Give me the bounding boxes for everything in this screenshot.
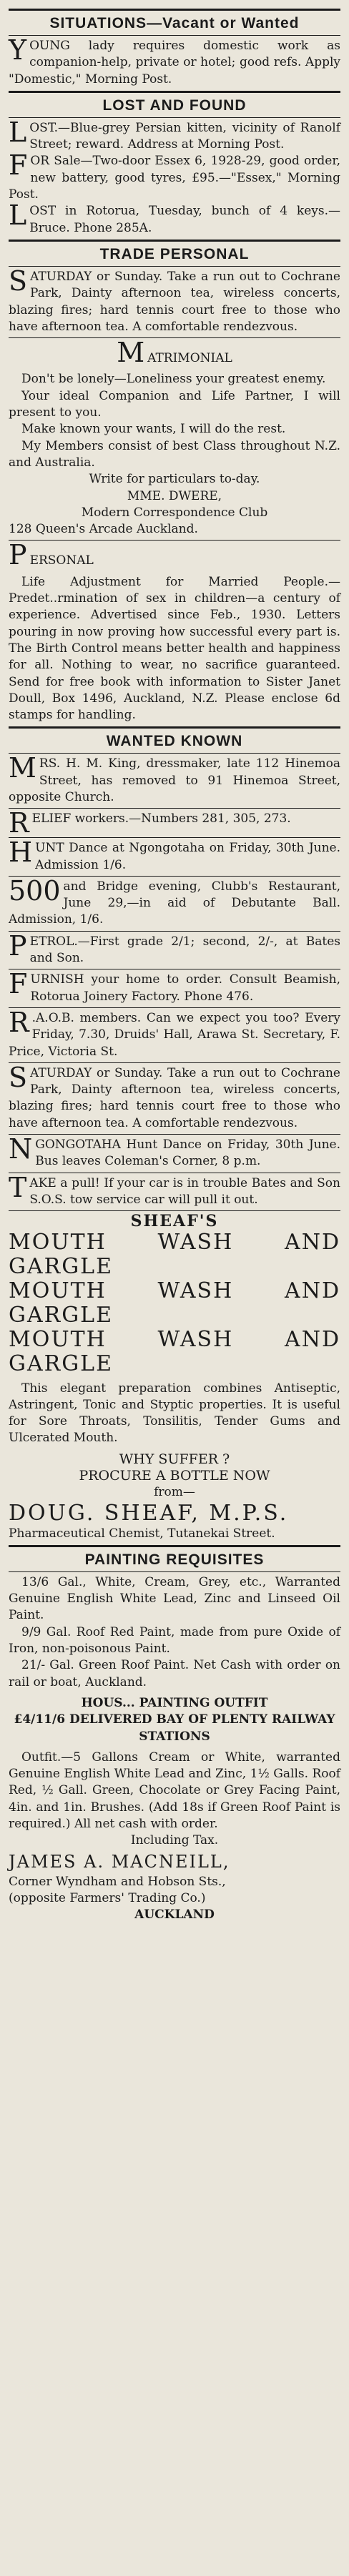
ad-text: OR Sale—Two-door Essex 6, 1928-29, good order, new battery, good tyres, £95.—"Essex," Morning Post. (9, 154, 340, 202)
petrol-ad (9, 929, 340, 967)
cochrane-park-ad-2 (9, 1061, 340, 1132)
ad-text: Life Adjustment for Married People.—Predet..rmination of sex in children—a century of experience. Advertised since Feb., 1930. Letters pouring in now proving how successful every part is. The Birth Control means better health and happiness for all. Nothing to wear, no sacrifice guaranteed. Send for free book with information to Sister Janet Doull, Box 1496, Auckland, N.Z. Please enclose 6d stamps for handling. (9, 574, 340, 723)
ad-text: AKE a pull! If your car is in trouble Bates and Son S.O.S. tow service car will pull it out. (29, 1175, 340, 1207)
section-rule (9, 240, 340, 242)
sheaf-title: SHEAF'S (130, 1212, 219, 1231)
paint-item: 13/6 Gal., White, Cream, Grey, etc., Warranted Genuine English White Lead, Zinc and Linseed Oil Paint. (9, 1574, 340, 1623)
relief-ad (9, 807, 340, 839)
tow-service-ad (9, 1171, 340, 1209)
drop-cap: R (9, 1006, 29, 1038)
lost-kitten-ad (9, 116, 340, 154)
mouth-wash-line: MOUTH WASH AND GARGLE (9, 1278, 340, 1328)
section-rule (9, 726, 340, 729)
drop-cap: M (9, 752, 36, 784)
divider (9, 1571, 340, 1572)
divider (9, 337, 340, 338)
ad-text: OST in Rotorua, Tuesday, bunch of 4 keys.—Bruce. Phone 285A. (29, 204, 340, 235)
ad-text: RS. H. M. King, dressmaker, late 112 Hinemoa Street, has removed to 91 Hinemoa Street, opposite Church. (9, 756, 340, 804)
matrimonial-ad (9, 337, 340, 538)
ad-text: Make known your wants, I will do the rest. (21, 422, 286, 437)
trade-personal-heading: TRADE PERSONAL (99, 245, 250, 262)
dressmaker-ad (9, 752, 340, 806)
outfit-body: Outfit.—5 Gallons Cream or White, warranted Genuine English White Lead and Zinc, 1½ Galls. Roof Red, ½ Gall. Green, Chocolate or Grey Facing Paint, 4in. and 1in. Brushes. (Add 18s if Green Roof Paint is required.) All net cash with order. (9, 1750, 340, 1832)
divider (9, 117, 340, 118)
painting-ad (9, 1574, 340, 1924)
lost-keys-ad (9, 199, 340, 237)
drop-cap: S (9, 1061, 28, 1093)
divider (9, 1210, 340, 1211)
for-sale-ad (9, 149, 340, 203)
drop-cap: S (9, 265, 28, 297)
advertiser-name: MME. DWERE, (127, 488, 222, 503)
matrimonial-title: MATRIMONIAL (117, 337, 232, 369)
furnish-ad (9, 968, 340, 1005)
drop-cap: R (9, 807, 29, 839)
drop-cap: F (9, 149, 28, 182)
section-rule (9, 9, 340, 11)
section-rule (9, 91, 340, 93)
ad-text: Your ideal Companion and Life Partner, I will present to you. (9, 388, 340, 420)
divider (9, 931, 340, 932)
divider (9, 35, 340, 36)
hunt-dance-ad (9, 837, 340, 874)
chemist-name: DOUG. SHEAF, M.P.S. (9, 1500, 289, 1526)
ad-text: and Bridge evening, Clubb's Restaurant, June 29,—in aid of Debutante Ball. Admission, 1/6. (9, 879, 340, 927)
situations-heading: SITUATIONS—Vacant or Wanted (49, 15, 300, 31)
ad-text: ELIEF workers.—Numbers 281, 305, 273. (31, 811, 291, 826)
drop-cap: N (9, 1133, 33, 1165)
ad-text: OST.—Blue-grey Persian kitten, vicinity of Ranolf Street; reward. Address at Morning Post. (29, 120, 340, 152)
address-line: (opposite Farmers' Trading Co.) (9, 1890, 206, 1905)
ad-text: My Members consist of best Class throughout N.Z. and Australia. (9, 438, 340, 470)
ad-text: Write for particulars to-day. (89, 472, 260, 487)
divider (9, 1007, 340, 1008)
preparation-text: This elegant preparation combines Antiseptic, Astringent, Tonic and Styptic properties. It is useful for Sore Throats, Tonsilitis, Tender Gums and Ulcerated Mouth. (9, 1381, 340, 1446)
drop-cap: P (9, 539, 27, 571)
ad-text: URNISH your home to order. Consult Beamish, Rotorua Joinery Factory. Phone 476. (30, 972, 340, 1004)
why-suffer: WHY SUFFER ? (119, 1451, 230, 1467)
procure-bottle: PROCURE A BOTTLE NOW (79, 1468, 270, 1484)
personal-title: PERSONAL (9, 539, 94, 571)
ad-text: ATURDAY or Sunday. Take a run out to Cochrane Park, Dainty afternoon tea, wireless concerts, blazing fires; hard tennis court free to those who have afternoon tea. A comfortable rendezvous. (9, 1065, 340, 1130)
outfit-price: £4/11/6 DELIVERED BAY OF PLENTY RAILWAY STATIONS (14, 1712, 335, 1744)
raob-ad (9, 1006, 340, 1060)
drop-cap: M (117, 337, 145, 369)
divider (9, 266, 340, 267)
mouth-wash-line: MOUTH WASH AND GARGLE (9, 1326, 340, 1376)
ad-text: OUNG lady requires domestic work as companion-help, private or hotel; good refs. Apply "Domestic," Morning Post. (9, 39, 340, 87)
painting-heading: PAINTING REQUISITES (84, 1551, 265, 1568)
drop-cap: H (9, 837, 33, 869)
chemist-address: Pharmaceutical Chemist, Tutanekai Street. (9, 1526, 275, 1541)
ad-text: ATURDAY or Sunday. Take a run out to Cochrane Park, Dainty afternoon tea, wireless concerts, blazing fires; hard tennis court free to those who have afternoon tea. A comfortable rendezvous. (9, 269, 340, 334)
divider (9, 753, 340, 754)
section-rule (9, 1545, 340, 1547)
ad-text: Don't be lonely—Loneliness your greatest enemy. (21, 372, 326, 387)
drop-cap: P (9, 929, 27, 962)
divider (9, 1062, 340, 1063)
advertiser-name: JAMES A. MACNEILL, (9, 1851, 230, 1872)
personal-ad (9, 539, 340, 724)
from-text: from— (154, 1485, 195, 1500)
address-line: Corner Wyndham and Hobson Sts., (9, 1874, 226, 1889)
paint-item: 21/- Gal. Green Roof Paint. Net Cash with order on rail or boat, Auckland. (9, 1658, 340, 1689)
divider (9, 837, 340, 838)
tax-note: Including Tax. (130, 1833, 219, 1848)
divider (9, 1134, 340, 1135)
drop-cap: 500 (9, 874, 61, 907)
ngongotaha-ad (9, 1133, 340, 1170)
ad-text: ETROL.—First grade 2/1; second, 2/-, at Bates and Son. (29, 934, 340, 966)
drop-cap: T (9, 1171, 27, 1203)
divider (9, 808, 340, 809)
outfit-title: HOUS... PAINTING OUTFIT (81, 1695, 268, 1710)
situations-ad (9, 34, 340, 88)
drop-cap: F (9, 968, 28, 1000)
ad-text: GONGOTAHA Hunt Dance on Friday, 30th June. Bus leaves Coleman's Corner, 8 p.m. (35, 1138, 340, 1169)
sheaf-ad (9, 1213, 340, 1542)
advertiser-address: 128 Queen's Arcade Auckland. (9, 522, 198, 537)
drop-cap: L (9, 116, 27, 148)
drop-cap: L (9, 199, 27, 232)
address-city: AUCKLAND (134, 1908, 215, 1923)
wanted-known-heading: WANTED KNOWN (106, 733, 243, 750)
ad-text: .A.O.B. members. Can we expect you too? Every Friday, 7.30, Druids' Hall, Arawa St. Secretary, F. Price, Victoria St. (9, 1010, 340, 1059)
advertiser-club: Modern Correspondence Club (81, 505, 268, 520)
bridge-evening-ad (9, 874, 340, 929)
ad-text: UNT Dance at Ngongotaha on Friday, 30th June. Admission 1/6. (35, 841, 340, 872)
mouth-wash-line: MOUTH WASH AND GARGLE (9, 1229, 340, 1279)
lost-found-heading: LOST AND FOUND (102, 97, 247, 114)
cochrane-park-ad (9, 265, 340, 335)
divider (9, 540, 340, 541)
drop-cap: Y (9, 34, 27, 66)
paint-item: 9/9 Gal. Roof Red Paint, made from pure Oxide of Iron, non-poisonous Paint. (9, 1624, 340, 1657)
